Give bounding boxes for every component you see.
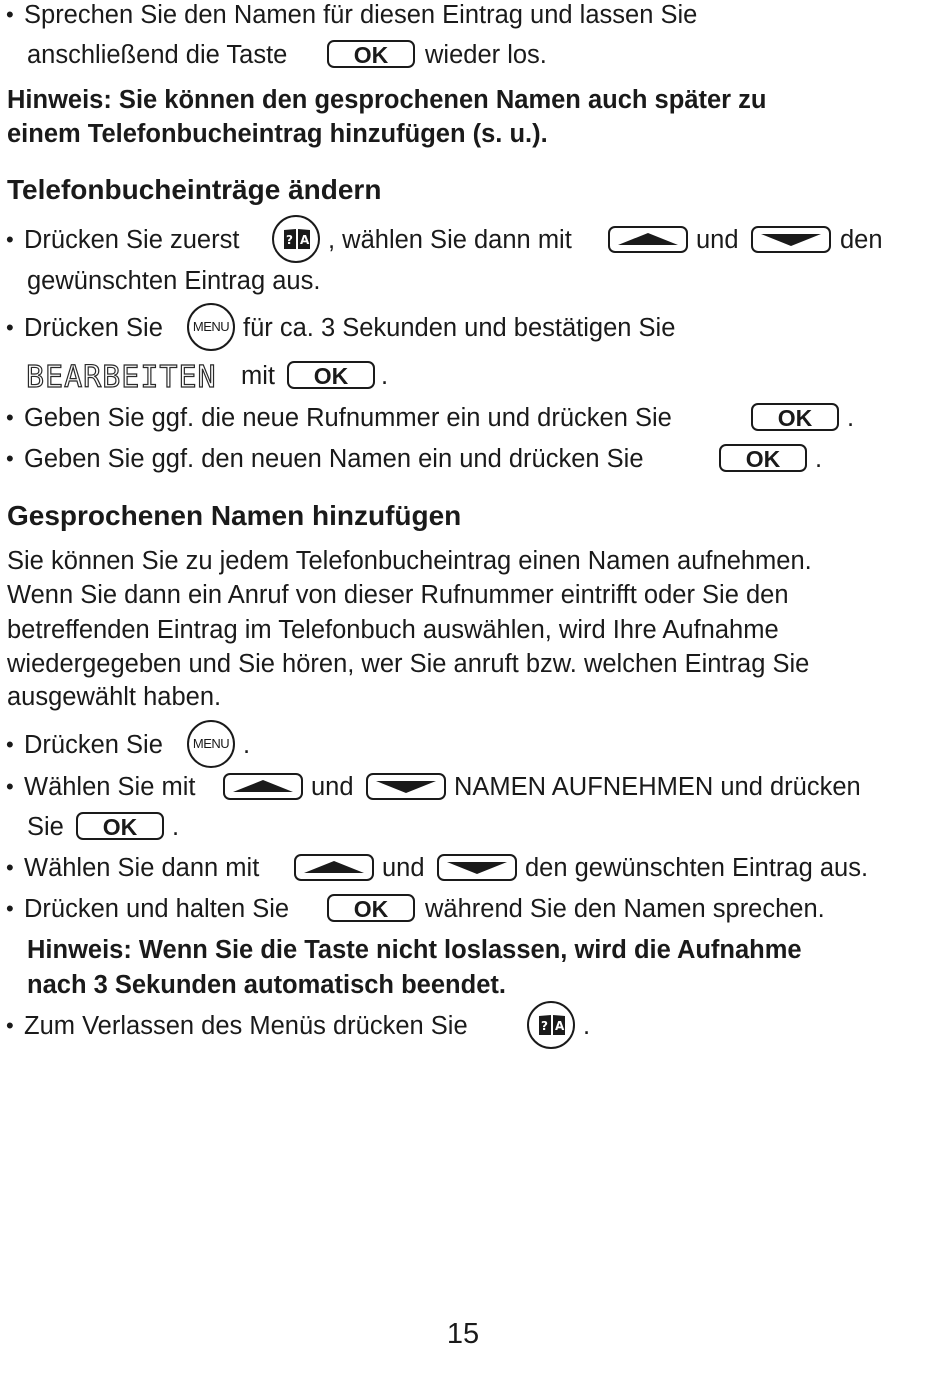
text: den gewünschten Eintrag aus. (525, 854, 869, 882)
text: für ca. 3 Sekunden und bestätigen Sie (243, 314, 676, 342)
text: Drücken Sie (24, 314, 163, 342)
page-number: 15 (446, 1318, 480, 1350)
up-key-icon (608, 226, 688, 253)
text: . (381, 362, 389, 390)
text: . (815, 445, 823, 473)
text: Sie können Sie zu jedem Telefonbucheintrag einen Namen aufnehmen. (7, 547, 812, 575)
text: ausgewählt haben. (7, 683, 222, 711)
section-heading (0, 170, 950, 210)
paragraph-line (0, 575, 950, 615)
svg-text:?: ? (541, 1019, 548, 1033)
heading-text: Gesprochenen Namen hinzufügen (7, 500, 462, 531)
bullet: • (6, 1013, 14, 1038)
text: Zum Verlassen des Menüs drücken Sie (24, 1012, 468, 1040)
text: wiedergegeben und Sie hören, wer Sie anruft bzw. welchen Eintrag Sie (7, 650, 810, 678)
bullet: • (6, 405, 14, 430)
text: wieder los. (425, 41, 547, 69)
bullet: • (6, 446, 14, 471)
text: einem Telefonbucheintrag hinzufügen (s. u.). (7, 120, 548, 148)
text: nach 3 Sekunden automatisch beendet. (27, 971, 506, 999)
text: , wählen Sie dann mit (328, 226, 572, 254)
menu-key-icon: MENU (187, 303, 235, 351)
down-key-icon (437, 854, 517, 881)
bullet-item (0, 1006, 950, 1046)
text: . (172, 813, 180, 841)
text: Drücken und halten Sie (24, 895, 290, 923)
text: Sie (27, 813, 64, 841)
text: Hinweis: Wenn Sie die Taste nicht loslassen, wird die Aufnahme (27, 936, 802, 964)
down-key-icon (751, 226, 831, 253)
note-line (0, 965, 950, 1005)
bullet: • (6, 855, 14, 880)
bullet-item (0, 220, 950, 260)
text: Wählen Sie dann mit (24, 854, 260, 882)
phonebook-key-icon (272, 215, 320, 263)
bullet: • (6, 732, 14, 757)
text: Sprechen Sie den Namen für diesen Eintrag und lassen Sie (24, 1, 698, 29)
bullet: • (6, 315, 14, 340)
phonebook-key-icon (527, 1001, 575, 1049)
bullet-item (0, 398, 950, 438)
heading-text: Telefonbucheinträge ändern (7, 174, 382, 205)
bullet-item (0, 439, 950, 479)
down-key-icon (366, 773, 446, 800)
bullet-item (0, 848, 950, 888)
note-line (0, 930, 950, 970)
bullet-item (0, 767, 950, 807)
bullet: • (6, 774, 14, 799)
text: während Sie den Namen sprechen. (425, 895, 825, 923)
text: betreffenden Eintrag im Telefonbuch auswählen, wird Ihre Aufnahme (7, 616, 779, 644)
text-line (0, 35, 950, 75)
section-heading (0, 496, 950, 536)
text: Drücken Sie (24, 731, 163, 759)
bullet: • (6, 2, 14, 27)
up-key-icon (223, 773, 303, 800)
text: gewünschten Eintrag aus. (27, 267, 321, 295)
text: und (311, 773, 354, 801)
text-line (0, 356, 950, 396)
bullet: • (6, 896, 14, 921)
svg-text:A: A (555, 1019, 565, 1033)
up-key-icon (294, 854, 374, 881)
bullet: • (6, 227, 14, 252)
ok-key-icon: OK (76, 812, 164, 840)
text-line (0, 807, 950, 847)
text: Wenn Sie dann ein Anruf von dieser Rufnummer eintrifft oder Sie den (7, 581, 789, 609)
text: und (382, 854, 425, 882)
ok-key-icon: OK (327, 894, 415, 922)
bullet-item (0, 308, 950, 348)
bullet-item (0, 0, 950, 35)
ok-key-icon: OK (327, 40, 415, 68)
text: Geben Sie ggf. den neuen Namen ein und drücken Sie (24, 445, 644, 473)
text: NAMEN AUFNEHMEN und drücken (454, 773, 861, 801)
display-text-bearbeiten: BEARBEITEN (26, 360, 217, 395)
bullet-item (0, 889, 950, 929)
text: Wählen Sie mit (24, 773, 196, 801)
ok-key-icon: OK (751, 403, 839, 431)
text-line (0, 261, 950, 301)
text: Hinweis: Sie können den gesprochenen Namen auch später zu (7, 86, 767, 114)
menu-key-icon: MENU (187, 720, 235, 768)
text: mit (241, 362, 275, 390)
text: Drücken Sie zuerst (24, 226, 240, 254)
text: . (847, 404, 855, 432)
ok-key-icon: OK (287, 361, 375, 389)
svg-text:?: ? (286, 233, 293, 247)
text: . (583, 1012, 591, 1040)
text: . (243, 731, 251, 759)
paragraph-line (0, 677, 950, 717)
text: den (840, 226, 883, 254)
svg-text:A: A (300, 233, 310, 247)
text: und (696, 226, 739, 254)
ok-key-icon: OK (719, 444, 807, 472)
text: anschließend die Taste (27, 41, 288, 69)
bullet-item (0, 725, 950, 765)
note-line (0, 114, 950, 154)
text: Geben Sie ggf. die neue Rufnummer ein und drücken Sie (24, 404, 672, 432)
